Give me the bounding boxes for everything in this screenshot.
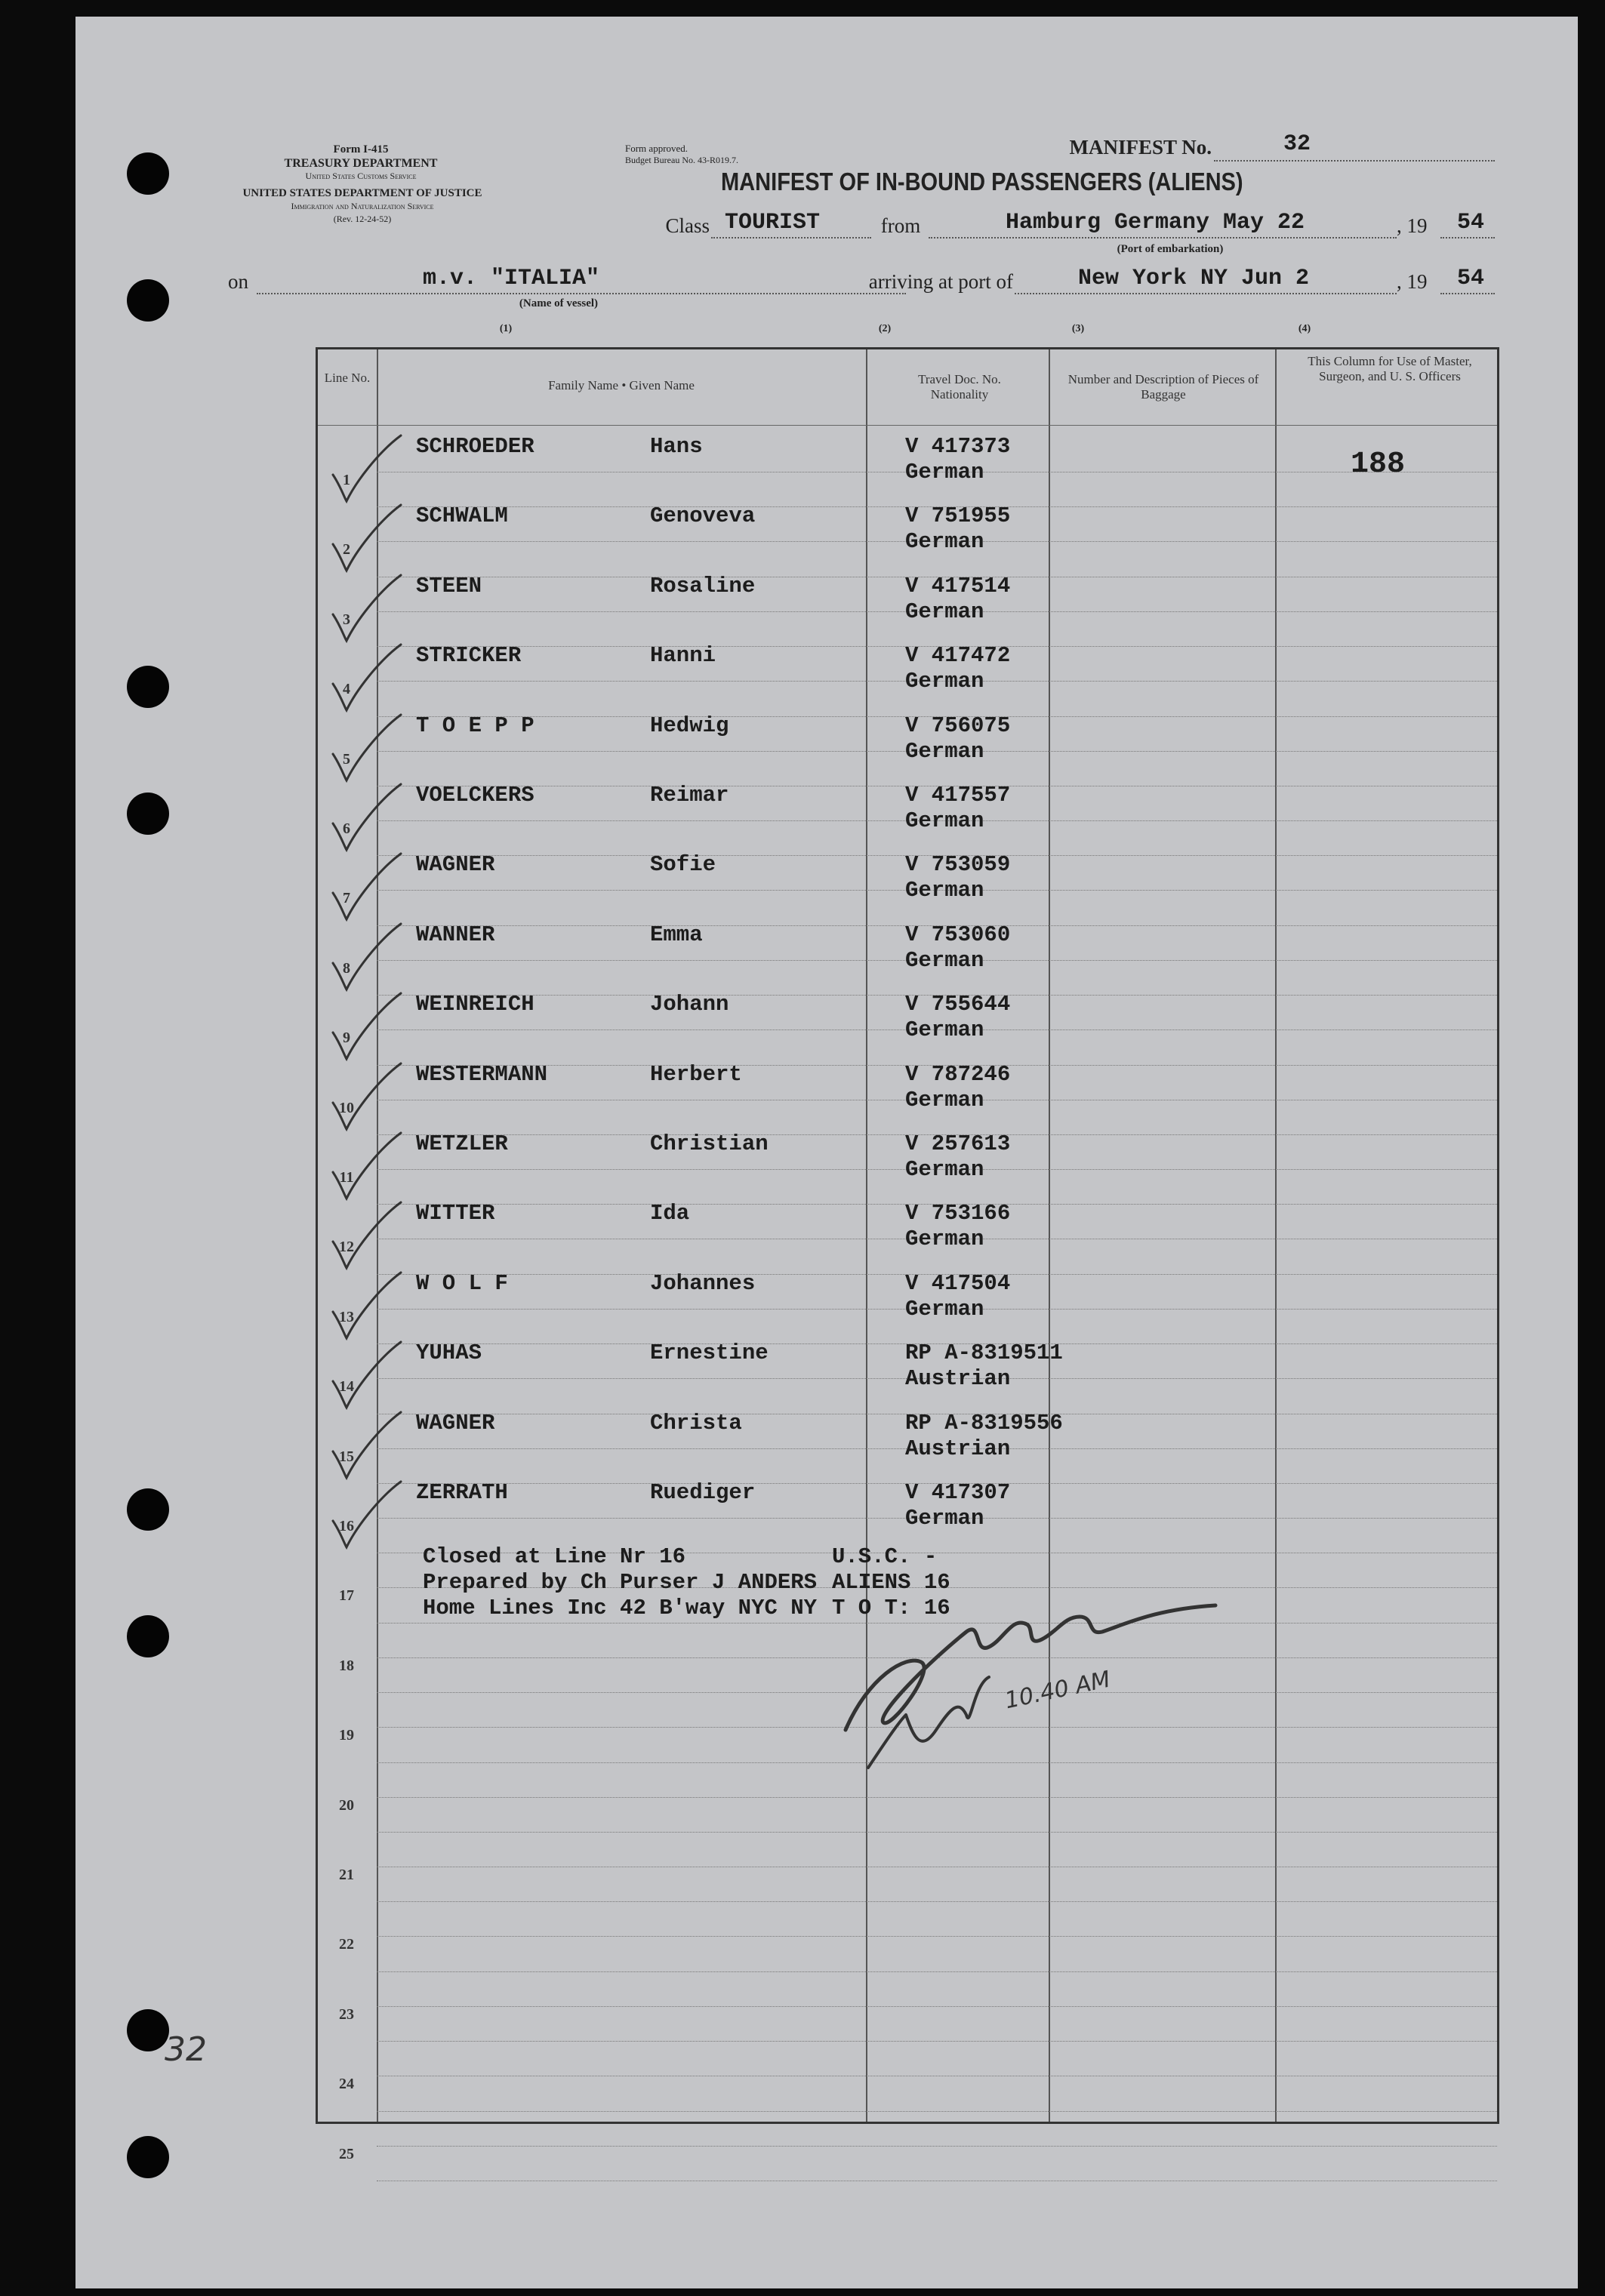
binder-hole xyxy=(127,1488,169,1531)
vessel-line xyxy=(257,293,906,294)
line-number: 5 xyxy=(343,750,350,768)
family-name: WANNER xyxy=(416,922,495,947)
arrival-line xyxy=(1015,293,1397,294)
given-name: Ida xyxy=(650,1201,690,1226)
year-2: 54 xyxy=(1457,266,1485,291)
nationality: German xyxy=(905,738,984,764)
family-name: STEEN xyxy=(416,573,482,599)
manifest-number: 32 xyxy=(1283,131,1311,157)
family-name: SCHWALM xyxy=(416,503,508,529)
travel-doc-number: V 417307 xyxy=(905,1480,1011,1505)
row-rule xyxy=(377,1971,1497,1972)
nationality: German xyxy=(905,947,984,973)
col-marker-3: (3) xyxy=(1071,323,1085,334)
col-marker-2: (2) xyxy=(878,323,892,334)
line-number: 7 xyxy=(343,890,350,907)
line-number: 24 xyxy=(339,2076,354,2093)
travel-doc-number: V 753060 xyxy=(905,922,1011,947)
form-approved: Form approved. xyxy=(625,143,689,154)
given-name: Christian xyxy=(650,1131,769,1156)
line-number: 15 xyxy=(339,1448,354,1465)
treasury-dept: TREASURY DEPARTMENT xyxy=(284,157,438,170)
travel-doc-number: V 756075 xyxy=(905,712,1011,738)
year-1: 54 xyxy=(1457,210,1485,235)
line-number: 23 xyxy=(339,2005,354,2023)
given-name: Genoveva xyxy=(650,503,756,529)
given-name: Johannes xyxy=(650,1270,756,1296)
nationality: Austrian xyxy=(905,1366,1011,1392)
header-line-no: Line No. xyxy=(324,371,371,385)
col-marker-1: (1) xyxy=(499,323,513,334)
port-embark-caption: (Port of embarkation) xyxy=(1117,243,1224,255)
family-name: T O E P P xyxy=(416,712,534,738)
justice-dept: UNITED STATES DEPARTMENT OF JUSTICE xyxy=(242,187,482,199)
line-number: 18 xyxy=(339,1657,354,1674)
year-prefix-1: , 19 xyxy=(1397,214,1428,237)
travel-doc-number: V 417472 xyxy=(905,643,1011,669)
row-rule xyxy=(377,2041,1497,2042)
nationality: German xyxy=(905,669,984,694)
officer-note: 188 xyxy=(1351,448,1406,482)
col-divider xyxy=(866,349,867,2122)
margin-note: 32 xyxy=(165,2030,207,2069)
nationality: German xyxy=(905,529,984,555)
nationality: German xyxy=(905,1087,984,1113)
closing-line-2: Prepared by Ch Purser J ANDERS xyxy=(423,1570,818,1595)
travel-doc-number: V 417504 xyxy=(905,1270,1011,1296)
from-label: from xyxy=(880,214,921,237)
header-name: Family Name • Given Name xyxy=(548,378,695,392)
family-name: WESTERMANN xyxy=(416,1061,548,1087)
line-number: 8 xyxy=(343,959,350,977)
form-id: Form I-415 xyxy=(333,143,389,155)
passenger-table xyxy=(316,347,1499,2162)
header-baggage: Number and Description of Pieces of Baggage xyxy=(1067,372,1259,402)
binder-hole xyxy=(127,666,169,708)
family-name: WAGNER xyxy=(416,852,495,878)
given-name: Emma xyxy=(650,922,703,947)
travel-doc-number: V 755644 xyxy=(905,992,1011,1017)
class-label: Class xyxy=(665,214,710,237)
from-line xyxy=(929,237,1397,239)
year-prefix-2: , 19 xyxy=(1397,270,1428,293)
nationality: German xyxy=(905,1296,984,1322)
check-mark xyxy=(325,1476,408,1559)
binder-hole xyxy=(127,1615,169,1657)
nationality: German xyxy=(905,1157,984,1182)
given-name: Rosaline xyxy=(650,573,756,599)
row-mid-rule xyxy=(377,2146,1497,2147)
line-number: 11 xyxy=(339,1169,354,1186)
nationality: German xyxy=(905,878,984,903)
year-line-1 xyxy=(1440,237,1495,239)
line-number: 20 xyxy=(339,1796,354,1814)
line-number: 21 xyxy=(339,1867,354,1883)
form-revision: (Rev. 12-24-52) xyxy=(333,214,392,224)
family-name: WITTER xyxy=(416,1201,495,1226)
row-mid-rule xyxy=(377,1797,1497,1798)
family-name: VOELCKERS xyxy=(416,783,534,808)
family-name: SCHROEDER xyxy=(416,434,534,459)
manifest-title: MANIFEST OF IN-BOUND PASSENGERS (ALIENS) xyxy=(720,168,1243,195)
nationality: German xyxy=(905,1226,984,1252)
travel-doc-number: V 751955 xyxy=(905,503,1011,529)
nationality: German xyxy=(905,808,984,833)
binder-hole xyxy=(127,2136,169,2178)
line-number: 22 xyxy=(339,1936,354,1953)
line-number: 2 xyxy=(343,541,350,559)
nationality: German xyxy=(905,1506,984,1531)
given-name: Ruediger xyxy=(650,1480,756,1505)
usc-line-2: ALIENS 16 xyxy=(832,1570,950,1595)
nationality: Austrian xyxy=(905,1436,1011,1461)
ins-service: Immigration and Naturalization Service xyxy=(291,201,434,211)
nationality: German xyxy=(905,1017,984,1043)
arriving-label: arriving at port of xyxy=(868,270,1013,293)
vessel-name: m.v. "ITALIA" xyxy=(423,266,600,291)
line-number: 3 xyxy=(343,611,350,628)
closing-line-3: Home Lines Inc 42 B'way NYC NY xyxy=(423,1596,818,1620)
manifest-no-line xyxy=(1214,160,1495,162)
line-number: 19 xyxy=(339,1727,354,1744)
manifest-label: MANIFEST No. xyxy=(1069,136,1212,159)
binder-hole xyxy=(127,152,169,195)
col-divider xyxy=(1049,349,1050,2122)
travel-doc-number: V 787246 xyxy=(905,1061,1011,1087)
travel-doc-number: V 417514 xyxy=(905,573,1011,599)
given-name: Johann xyxy=(650,992,729,1017)
budget-bureau: Budget Bureau No. 43-R019.7. xyxy=(625,155,738,165)
line-number: 25 xyxy=(339,2145,354,2162)
given-name: Hedwig xyxy=(650,712,729,738)
line-number: 6 xyxy=(343,820,350,837)
col-divider xyxy=(1275,349,1277,2122)
row-mid-rule xyxy=(377,1936,1497,1937)
header-rule xyxy=(318,425,1497,426)
travel-doc-number: RP A-8319511 xyxy=(905,1340,1063,1366)
family-name: STRICKER xyxy=(416,643,522,669)
line-number: 14 xyxy=(339,1378,354,1396)
closing-line-1: Closed at Line Nr 16 xyxy=(423,1544,686,1569)
binder-hole xyxy=(127,2009,169,2051)
manifest-page xyxy=(75,17,1578,2288)
travel-doc-number: V 753166 xyxy=(905,1201,1011,1226)
row-rule xyxy=(377,2111,1497,2112)
col-marker-4: (4) xyxy=(1298,323,1311,334)
family-name: W O L F xyxy=(416,1270,508,1296)
nationality: German xyxy=(905,460,984,485)
year-line-2 xyxy=(1440,293,1495,294)
travel-doc-number: V 417373 xyxy=(905,434,1011,459)
travel-doc-number: V 257613 xyxy=(905,1131,1011,1156)
header-officers: This Column for Use of Master, Surgeon, and U. S. Officers xyxy=(1308,354,1472,383)
line-number: 10 xyxy=(339,1099,354,1116)
row-rule xyxy=(377,1901,1497,1902)
family-name: WETZLER xyxy=(416,1131,508,1156)
family-name: ZERRATH xyxy=(416,1480,508,1505)
row-rule xyxy=(377,1832,1497,1833)
line-number: 1 xyxy=(343,472,350,488)
family-name: WAGNER xyxy=(416,1410,495,1436)
given-name: Sofie xyxy=(650,852,716,878)
family-name: WEINREICH xyxy=(416,992,534,1017)
given-name: Herbert xyxy=(650,1061,742,1087)
given-name: Hans xyxy=(650,434,703,459)
binder-hole xyxy=(127,793,169,835)
row-mid-rule xyxy=(377,2006,1497,2007)
given-name: Hanni xyxy=(650,643,716,669)
travel-doc-number: RP A-8319556 xyxy=(905,1410,1063,1436)
line-number: 13 xyxy=(339,1308,354,1325)
given-name: Ernestine xyxy=(650,1340,769,1366)
travel-doc-number: V 753059 xyxy=(905,852,1011,878)
class-line xyxy=(711,237,871,239)
usc-line-3: T O T: 16 xyxy=(832,1596,950,1620)
line-number: 4 xyxy=(343,681,350,698)
vessel-caption: (Name of vessel) xyxy=(519,297,599,309)
usc-line-1: U.S.C. - xyxy=(832,1544,938,1569)
header-doc: Travel Doc. No. Nationality xyxy=(918,372,1001,402)
line-number: 9 xyxy=(343,1030,350,1047)
class-value: TOURIST xyxy=(725,210,821,235)
family-name: YUHAS xyxy=(416,1340,482,1366)
given-name: Reimar xyxy=(650,783,729,808)
line-number: 16 xyxy=(339,1518,354,1534)
given-name: Christa xyxy=(650,1410,742,1436)
on-label: on xyxy=(228,270,248,293)
signature-time: 10.40 AM xyxy=(1002,1666,1113,1715)
line-number: 12 xyxy=(339,1239,354,1256)
customs-service: United States Customs Service xyxy=(305,171,417,181)
arrival-value: New York NY Jun 2 xyxy=(1078,266,1310,291)
from-value: Hamburg Germany May 22 xyxy=(1006,210,1305,235)
line-number: 17 xyxy=(339,1587,354,1605)
travel-doc-number: V 417557 xyxy=(905,783,1011,808)
binder-hole xyxy=(127,279,169,322)
nationality: German xyxy=(905,599,984,624)
